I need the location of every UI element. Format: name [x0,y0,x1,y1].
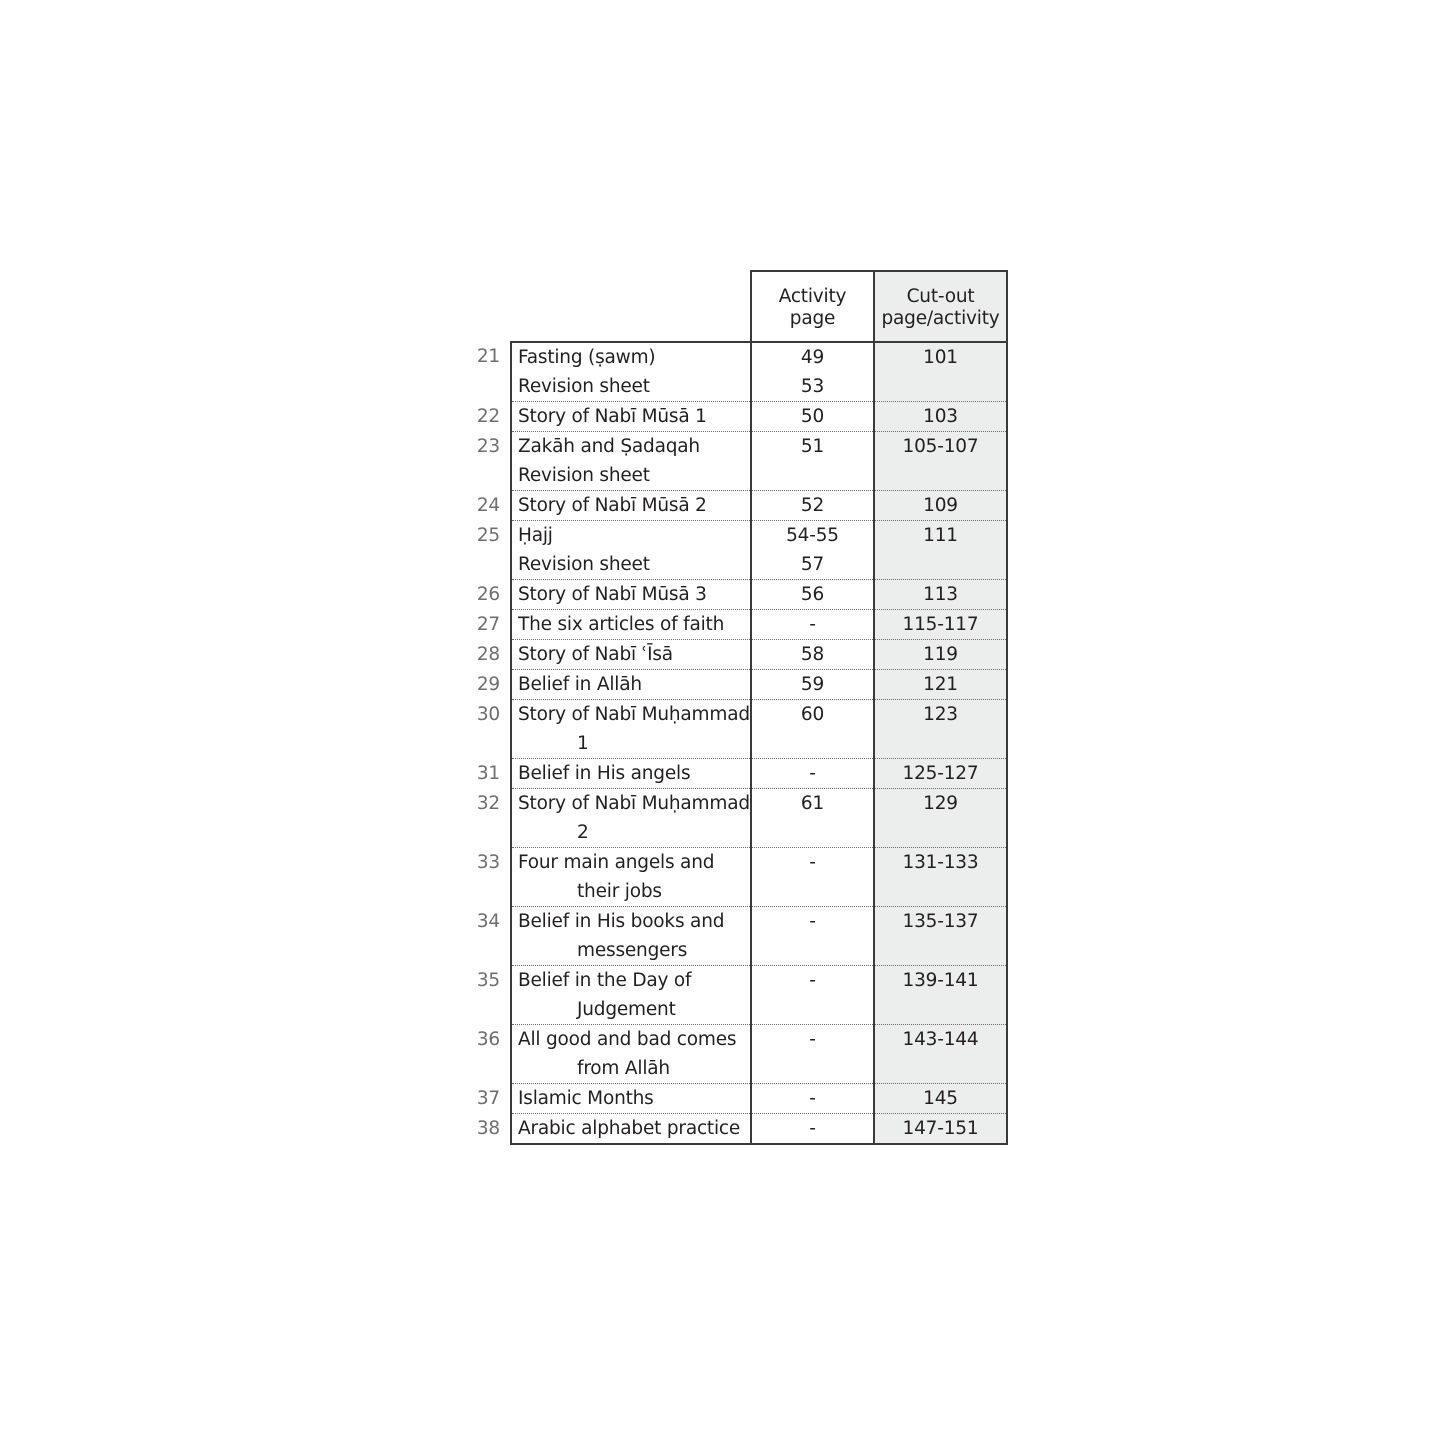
lesson-title-text: Arabic alphabet practice [518,1118,741,1139]
table-row [474,550,1007,580]
lesson-title [511,848,751,907]
cutout-page-value [874,461,1007,491]
table-row [474,907,1007,966]
header-row [474,271,1007,342]
lesson-title [511,461,751,491]
activity-page-value [751,1114,874,1145]
activity-page-value [751,759,874,789]
table-row [474,1084,1007,1114]
lesson-title-text: Story of Nabī Mūsā 1 [518,406,707,427]
cutout-page-value [874,640,1007,670]
lesson-title-text: Belief in His angels [518,763,691,784]
activity-page-text: 52 [800,495,825,516]
lesson-number: 21 [476,346,500,367]
lesson-title-text: Belief in Allāh [518,674,642,695]
cutout-page-text: 139-141 [902,970,979,991]
activity-page-text: - [809,614,816,635]
lesson-title-text: Ḥajj [518,525,553,546]
lesson-title-text: All good and bad comes [518,1029,737,1050]
lesson-number: 28 [476,643,500,665]
table-row [474,759,1007,789]
cutout-page-text: 135-137 [902,911,979,932]
activity-header-line2: page [789,307,836,329]
table-row [474,580,1007,610]
lesson-number: 22 [476,405,500,427]
lesson-title-text: Belief in the Day of [518,970,692,991]
table-row [474,789,1007,848]
lesson-title-continuation: from Allāh [577,1058,670,1079]
lesson-title-text: Revision sheet [518,376,650,397]
lesson-number: 25 [476,524,500,546]
lesson-title-continuation: 2 [577,822,589,843]
activity-page-text: 57 [800,554,825,575]
table-row [474,342,1007,372]
lesson-title-continuation: messengers [577,940,688,961]
lesson-title [511,550,751,580]
activity-page-text: 61 [800,793,825,814]
activity-page-value [751,550,874,580]
lesson-title-text: Story of Nabī Mūsā 2 [518,495,707,516]
lesson-title [511,789,751,848]
lesson-number: 26 [476,583,500,605]
activity-page-text: - [809,763,816,784]
cutout-page-value [874,521,1007,551]
lesson-title [511,342,751,372]
lesson-number: 36 [476,1028,500,1050]
activity-page-value [751,402,874,432]
contents-body [474,342,1007,1144]
lesson-title [511,610,751,640]
cutout-page-text: 123 [923,704,958,725]
cutout-page-text: 113 [923,584,958,605]
activity-page-value [751,640,874,670]
cutout-header-line1: Cut-out [906,285,975,307]
activity-page-text: - [809,970,816,991]
activity-page-text: 53 [800,376,825,397]
lesson-title-text: The six articles of faith [518,614,725,635]
lesson-title [511,402,751,432]
table-row [474,372,1007,402]
activity-page-header [751,271,874,342]
cutout-page-text: 105-107 [902,436,979,457]
lesson-title-continuation: Judgement [577,999,676,1020]
lesson-number [474,550,511,580]
lesson-title-text: Islamic Months [518,1088,654,1109]
cutout-page-text: 145 [923,1088,958,1109]
cutout-page-value [874,1025,1007,1084]
lesson-number: 32 [476,792,500,814]
cutout-page-text: 143-144 [902,1029,979,1050]
lesson-title [511,432,751,462]
activity-page-value [751,610,874,640]
activity-page-text: - [809,852,816,873]
cutout-page-text: 121 [923,674,958,695]
cutout-page-value [874,759,1007,789]
lesson-title [511,491,751,521]
lesson-title [511,1114,751,1145]
cutout-page-text: 147-151 [902,1118,979,1139]
table-row [474,432,1007,462]
cutout-page-value [874,848,1007,907]
cutout-page-value [874,342,1007,372]
cutout-page-header [874,271,1007,342]
lesson-number: 31 [476,762,500,784]
table-row [474,1025,1007,1084]
activity-page-value [751,580,874,610]
activity-page-text: - [809,1118,816,1139]
lesson-title-text: Zakāh and Ṣadaqah [518,436,700,457]
table-row [474,491,1007,521]
cutout-page-text: 101 [923,347,958,368]
lesson-title [511,521,751,551]
cutout-page-value [874,1114,1007,1145]
lesson-title-text: Fasting (ṣawm) [518,347,656,368]
table-row [474,848,1007,907]
cutout-page-value [874,670,1007,700]
cutout-page-value [874,432,1007,462]
activity-page-text: 54-55 [786,525,839,546]
lesson-title-text: Story of Nabī Muḥammad [518,793,750,814]
lesson-title [511,1025,751,1084]
lesson-number: 37 [476,1087,500,1109]
lesson-title-text: Belief in His books and [518,911,725,932]
cutout-page-text: 109 [923,495,958,516]
activity-page-value [751,907,874,966]
table-row [474,966,1007,1025]
activity-page-text: 49 [800,347,825,368]
lesson-number: 30 [476,703,500,725]
lesson-title [511,372,751,402]
lesson-title-text: Four main angels and [518,852,715,873]
lesson-title-continuation: 1 [577,733,589,754]
cutout-page-text: 103 [923,406,958,427]
activity-page-value [751,1025,874,1084]
activity-page-text: 51 [800,436,825,457]
activity-page-text: 59 [800,674,825,695]
cutout-page-value [874,402,1007,432]
contents-table [474,270,1008,1145]
activity-page-text: 56 [800,584,825,605]
lesson-title [511,966,751,1025]
lesson-number: 35 [476,969,500,991]
lesson-number [474,461,511,491]
lesson-title [511,700,751,759]
activity-page-text: 58 [800,644,825,665]
activity-page-value [751,789,874,848]
cutout-page-value [874,580,1007,610]
lesson-number: 34 [476,910,500,932]
cutout-page-value [874,491,1007,521]
lesson-number: 38 [476,1117,500,1139]
lesson-number: 23 [476,435,500,457]
cutout-page-text: 119 [923,644,958,665]
cutout-page-value [874,610,1007,640]
lesson-number: 29 [476,673,500,695]
lesson-title-text: Revision sheet [518,554,650,575]
lesson-title [511,1084,751,1114]
cutout-page-value [874,372,1007,402]
activity-page-value [751,491,874,521]
cutout-page-text: 131-133 [902,852,979,873]
cutout-header-line2: page/activity [881,307,1000,329]
table-row [474,461,1007,491]
activity-page-text: - [809,1029,816,1050]
cutout-page-value [874,966,1007,1025]
lesson-title-text: Story of Nabī Mūsā 3 [518,584,707,605]
table-row [474,1114,1007,1145]
activity-page-text: 60 [800,704,825,725]
lesson-number: 33 [476,851,500,873]
activity-page-value [751,342,874,372]
header-spacer [474,271,751,342]
lesson-title [511,580,751,610]
lesson-title [511,907,751,966]
cutout-page-value [874,789,1007,848]
activity-page-value [751,670,874,700]
activity-page-value [751,521,874,551]
lesson-title-continuation: their jobs [577,881,662,902]
table-row [474,610,1007,640]
cutout-page-text: 125-127 [902,763,979,784]
activity-page-value [751,432,874,462]
activity-page-value [751,966,874,1025]
table-row [474,670,1007,700]
cutout-page-text: 111 [923,525,958,546]
table-row [474,402,1007,432]
lesson-title [511,759,751,789]
table-row [474,521,1007,551]
activity-page-text: - [809,1088,816,1109]
activity-page-value [751,1084,874,1114]
cutout-page-value [874,700,1007,759]
activity-page-value [751,461,874,491]
lesson-number: 27 [476,613,500,635]
activity-page-value [751,700,874,759]
lesson-number: 24 [476,494,500,516]
cutout-page-value [874,907,1007,966]
lesson-title [511,640,751,670]
activity-page-value [751,848,874,907]
lesson-title-text: Revision sheet [518,465,650,486]
table-row [474,700,1007,759]
cutout-page-value [874,550,1007,580]
cutout-page-text: 129 [923,793,958,814]
activity-page-text: - [809,911,816,932]
cutout-page-value [874,1084,1007,1114]
lesson-title-text: Story of Nabī Muḥammad [518,704,750,725]
lesson-title [511,670,751,700]
activity-header-line1: Activity [778,285,847,307]
activity-page-value [751,372,874,402]
cutout-page-text: 115-117 [902,614,979,635]
lesson-number [474,372,511,402]
lesson-title-text: Story of Nabī ʿĪsā [518,644,673,665]
activity-page-text: 50 [800,406,825,427]
table-row [474,640,1007,670]
